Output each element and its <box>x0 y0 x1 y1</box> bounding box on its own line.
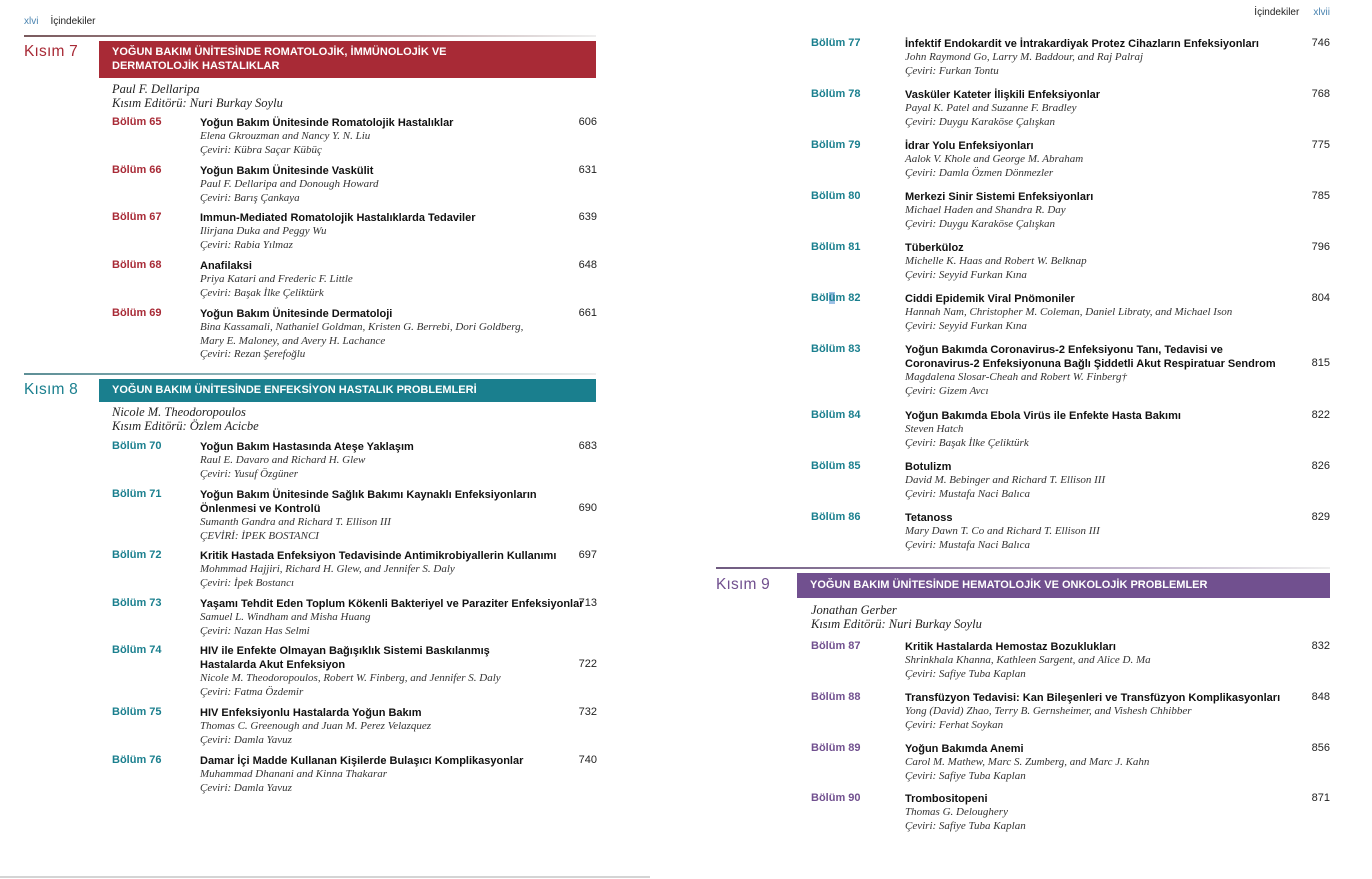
chapter-title[interactable] <box>200 488 537 516</box>
chapter-number: Bölüm 76 <box>112 754 162 766</box>
part-9-label: Kısım 9 <box>716 576 770 593</box>
chapter-translator: Çeviri: Safiye Tuba Kaplan <box>905 819 1026 832</box>
chapter-title[interactable] <box>200 307 392 321</box>
chapter-page-number[interactable]: 697 <box>578 549 597 561</box>
chapter-credits <box>905 153 1083 180</box>
chapter-title[interactable] <box>200 644 490 672</box>
chapter-authors: Raul E. Davaro and Richard H. Glew <box>200 454 366 466</box>
chapter-authors: Steven Hatch <box>905 423 964 435</box>
chapter-page-number[interactable]: 639 <box>578 211 597 223</box>
part-section-editor: Kısım Editörü: Nuri Burkay Soylu <box>811 617 982 631</box>
page-edge-divider <box>0 876 650 878</box>
chapter-title-line: HIV Enfeksiyonlu Hastalarda Yoğun Bakım <box>200 707 422 719</box>
chapter-title-line: Botulizm <box>905 461 952 473</box>
chapter-title-line: Vasküler Kateter İlişkili Enfeksiyonlar <box>905 89 1101 101</box>
chapter-title[interactable] <box>905 88 1100 102</box>
chapter-page-number[interactable]: 832 <box>1311 640 1330 652</box>
chapter-title-line: Yaşamı Tehdit Eden Toplum Kökenli Bakteriyel ve Paraziter Enfeksiyonlar <box>200 598 584 610</box>
chapter-translator: Çeviri: Damla Yavuz <box>200 733 292 746</box>
chapter-title-line: Merkezi Sinir Sistemi Enfeksiyonları <box>905 191 1094 203</box>
part-editor: Paul F. Dellaripa <box>112 82 200 96</box>
part-9-banner <box>797 573 1330 598</box>
chapter-title[interactable] <box>905 190 1093 204</box>
chapter-title[interactable] <box>200 116 453 130</box>
chapter-translator: Çeviri: Mustafa Naci Balıca <box>905 538 1030 551</box>
chapter-title-line: Tüberküloz <box>905 242 964 254</box>
chapter-number-part: Böl <box>811 292 829 304</box>
chapter-number: Bölüm 87 <box>811 640 861 652</box>
chapter-page-number[interactable]: 815 <box>1311 357 1330 369</box>
chapter-credits <box>905 806 1026 833</box>
chapter-title-line: Yoğun Bakım Ünitesinde Romatolojik Hastalıklar <box>200 117 454 129</box>
chapter-translator: Çeviri: Başak İlke Çeliktürk <box>905 436 1029 449</box>
chapter-translator: Çeviri: Rezan Şerefoğlu <box>200 348 306 361</box>
chapter-page-number[interactable]: 822 <box>1311 409 1330 421</box>
chapter-translator: Çeviri: Başak İlke Çeliktürk <box>200 286 324 299</box>
chapter-page-number[interactable]: 856 <box>1311 742 1330 754</box>
chapter-title[interactable] <box>200 259 252 273</box>
chapter-authors: Carol M. Mathew, Marc S. Zumberg, and Marc J. Kahn <box>905 756 1150 768</box>
chapter-credits <box>200 672 501 699</box>
part-9-editors <box>811 603 982 631</box>
chapter-authors: Michelle K. Haas and Robert W. Belknap <box>905 255 1087 267</box>
chapter-credits <box>200 178 378 205</box>
chapter-number: Bölüm 68 <box>112 259 162 271</box>
chapter-title-line: Yoğun Bakımda Coronavirus-2 Enfeksiyonu Tanı, Tedavisi ve <box>905 344 1223 356</box>
page-folio: xlvii <box>1313 7 1330 18</box>
chapter-translator: Çeviri: Barış Çankaya <box>200 191 300 204</box>
chapter-credits <box>200 273 353 300</box>
chapter-authors: Yong (David) Zhao, Terry B. Gernsheimer, and Vishesh Chhibber <box>905 705 1192 717</box>
chapter-title[interactable] <box>200 549 556 563</box>
chapter-number: Bölüm 79 <box>811 139 861 151</box>
chapter-number: Bölüm 89 <box>811 742 861 754</box>
chapter-number: Bölüm 78 <box>811 88 861 100</box>
chapter-title[interactable] <box>905 241 964 255</box>
chapter-translator: Çeviri: Safiye Tuba Kaplan <box>905 769 1026 782</box>
chapter-authors: John Raymond Go, Larry M. Baddour, and Raj Palraj <box>905 51 1144 63</box>
part-8-editors <box>112 405 259 433</box>
chapter-authors: Payal K. Patel and Suzanne F. Bradley <box>905 102 1077 114</box>
chapter-credits <box>200 130 370 157</box>
chapter-page-number[interactable]: 648 <box>578 259 597 271</box>
chapter-title[interactable] <box>200 440 414 454</box>
chapter-page-number[interactable]: 796 <box>1311 241 1330 253</box>
chapter-credits <box>905 525 1100 552</box>
part-7-rule <box>24 35 596 37</box>
chapter-credits <box>200 720 431 747</box>
chapter-authors: Sumanth Gandra and Richard T. Ellison III <box>200 516 391 528</box>
chapter-title-line: Yoğun Bakım Ünitesinde Sağlık Bakımı Kaynaklı Enfeksiyonların <box>200 489 537 501</box>
chapter-authors: Shrinkhala Khanna, Kathleen Sargent, and Alice D. Ma <box>905 654 1151 666</box>
chapter-credits <box>905 102 1077 129</box>
chapter-title-line: Yoğun Bakımda Anemi <box>905 743 1024 755</box>
chapter-number: Bölüm 73 <box>112 597 162 609</box>
chapter-credits <box>905 705 1192 732</box>
chapter-title-line: Ciddi Epidemik Viral Pnömoniler <box>905 293 1075 305</box>
chapter-authors: Samuel L. Windham and Misha Huang <box>200 611 371 623</box>
chapter-number: Bölüm 70 <box>112 440 162 452</box>
chapter-translator: Çeviri: Kübra Saçar Kübüç <box>200 143 322 156</box>
part-editor: Jonathan Gerber <box>811 603 897 617</box>
running-head-left <box>24 16 95 27</box>
chapter-page-number[interactable]: 690 <box>578 502 597 514</box>
chapter-number: Bölüm 88 <box>811 691 861 703</box>
chapter-page-number[interactable]: 732 <box>578 706 597 718</box>
chapter-translator: Çeviri: Yusuf Özgüner <box>200 467 298 480</box>
chapter-translator: Çeviri: Safiye Tuba Kaplan <box>905 667 1026 680</box>
chapter-number <box>811 292 861 304</box>
chapter-authors: David M. Bebinger and Richard T. Ellison III <box>905 474 1106 486</box>
chapter-translator: Çeviri: İpek Bostancı <box>200 576 295 589</box>
chapter-translator: Çeviri: Gizem Avcı <box>905 384 989 397</box>
chapter-authors: Michael Haden and Shandra R. Day <box>905 204 1066 216</box>
chapter-credits <box>905 255 1087 282</box>
chapter-title-line: Yoğun Bakım Ünitesinde Vaskülit <box>200 165 374 177</box>
chapter-title[interactable] <box>905 691 1280 705</box>
chapter-credits <box>200 454 365 481</box>
chapter-translator: Çeviri: Duygu Karaköse Çalışkan <box>905 217 1056 230</box>
part-section-editor: Kısım Editörü: Nuri Burkay Soylu <box>112 96 283 110</box>
chapter-credits <box>905 756 1149 783</box>
chapter-title[interactable] <box>905 409 1181 423</box>
chapter-number: Bölüm 65 <box>112 116 162 128</box>
chapter-credits <box>200 516 391 543</box>
chapter-translator: Çeviri: Nazan Has Selmi <box>200 624 310 637</box>
chapter-title[interactable] <box>905 292 1075 306</box>
chapter-title[interactable] <box>905 460 951 474</box>
chapter-title-line: Trombositopeni <box>905 793 988 805</box>
chapter-number: Bölüm 67 <box>112 211 162 223</box>
chapter-page-number[interactable]: 768 <box>1311 88 1330 100</box>
chapter-authors: Mary Dawn T. Co and Richard T. Ellison III <box>905 525 1100 537</box>
chapter-page-number[interactable]: 871 <box>1311 792 1330 804</box>
chapter-page-number[interactable]: 785 <box>1311 190 1330 202</box>
part-7-title-line1: YOĞUN BAKIM ÜNİTESİNDE ROMATOLOJİK, İMMÜNOLOJİK VE <box>112 46 447 58</box>
right-page <box>700 0 1372 879</box>
chapter-title[interactable] <box>905 511 952 525</box>
chapter-title-line: Yoğun Bakım Hastasında Ateşe Yaklaşım <box>200 441 414 453</box>
chapter-number: Bölüm 80 <box>811 190 861 202</box>
chapter-title[interactable] <box>905 792 988 806</box>
chapter-number: Bölüm 84 <box>811 409 861 421</box>
part-8-rule <box>24 373 596 375</box>
chapter-authors: Hannah Nam, Christopher M. Coleman, Daniel Libraty, and Michael Ison <box>905 306 1233 318</box>
chapter-credits <box>200 321 523 362</box>
running-title: İçindekiler <box>50 16 96 27</box>
part-8-banner <box>99 379 596 402</box>
chapter-title-line: Hastalarda Akut Enfeksiyon <box>200 659 346 671</box>
chapter-title-line: Kritik Hastalarda Hemostaz Bozuklukları <box>905 641 1116 653</box>
chapter-number: Bölüm 71 <box>112 488 162 500</box>
chapter-number: Bölüm 72 <box>112 549 162 561</box>
chapter-translator: Çeviri: Damla Yavuz <box>200 781 292 794</box>
part-9-title-line1: YOĞUN BAKIM ÜNİTESİNDE HEMATOLOJİK VE ONKOLOJİK PROBLEMLER <box>810 579 1208 591</box>
chapter-page-number[interactable]: 740 <box>578 754 597 766</box>
running-title: İçindekiler <box>1254 7 1300 18</box>
chapter-number: Bölüm 69 <box>112 307 162 319</box>
chapter-page-number[interactable]: 848 <box>1311 691 1330 703</box>
chapter-page-number[interactable]: 804 <box>1311 292 1330 304</box>
chapter-credits <box>200 563 455 590</box>
chapter-authors: Bina Kassamali, Nathaniel Goldman, Kristen G. Berrebi, Dori Goldberg, <box>200 321 524 333</box>
part-editor: Nicole M. Theodoropoulos <box>112 405 246 419</box>
page-folio: xlvi <box>24 16 39 27</box>
chapter-translator: Çeviri: Ferhat Soykan <box>905 718 1004 731</box>
chapter-authors: Nicole M. Theodoropoulos, Robert W. Finberg, and Jennifer S. Daly <box>200 672 501 684</box>
chapter-translator: Çeviri: Duygu Karaköse Çalışkan <box>905 115 1056 128</box>
chapter-title-line: Immun-Mediated Romatolojik Hastalıklarda Tedaviler <box>200 212 476 224</box>
chapter-title[interactable] <box>905 742 1024 756</box>
chapter-page-number[interactable]: 683 <box>578 440 597 452</box>
chapter-title-line: Yoğun Bakımda Ebola Virüs ile Enfekte Hasta Bakımı <box>905 410 1181 422</box>
part-7-title-line2: DERMATOLOJİK HASTALIKLAR <box>112 60 280 72</box>
part-7-label: Kısım 7 <box>24 43 78 60</box>
chapter-page-number[interactable]: 661 <box>578 307 597 319</box>
chapter-credits <box>905 371 1127 398</box>
chapter-authors: Thomas G. Deloughery <box>905 806 1008 818</box>
chapter-title-line: Anafilaksi <box>200 260 252 272</box>
part-8-label: Kısım 8 <box>24 381 78 398</box>
text-selection-highlight: ü <box>828 292 836 304</box>
chapter-translator: Çeviri: Mustafa Naci Balıca <box>905 487 1030 500</box>
chapter-title-line: Kritik Hastada Enfeksiyon Tedavisinde Antimikrobiyallerin Kullanımı <box>200 550 557 562</box>
chapter-title[interactable] <box>905 343 1276 371</box>
chapter-translator: Çeviri: Fatma Özdemir <box>200 685 304 698</box>
chapter-title-line: Damar İçi Madde Kullanan Kişilerde Bulaşıcı Komplikasyonlar <box>200 755 524 767</box>
chapter-credits <box>905 423 1029 450</box>
chapter-title-line: İdrar Yolu Enfeksiyonları <box>905 140 1034 152</box>
chapter-title[interactable] <box>905 640 1116 654</box>
chapter-credits <box>905 474 1105 501</box>
chapter-credits <box>200 611 371 638</box>
chapter-number: Bölüm 77 <box>811 37 861 49</box>
chapter-credits <box>905 654 1151 681</box>
chapter-title-line: Transfüzyon Tedavisi: Kan Bileşenleri ve Transfüzyon Komplikasyonları <box>905 692 1281 704</box>
chapter-translator: Çeviri: Damla Özmen Dönmezler <box>905 166 1054 179</box>
chapter-credits <box>905 306 1232 333</box>
part-9-rule <box>716 567 1330 569</box>
chapter-number: Bölüm 83 <box>811 343 861 355</box>
part-7-banner <box>99 41 596 78</box>
chapter-authors: Paul F. Dellaripa and Donough Howard <box>200 178 379 190</box>
chapter-title[interactable] <box>200 706 422 720</box>
chapter-title[interactable] <box>200 164 373 178</box>
chapter-credits <box>200 225 326 252</box>
chapter-translator: ÇEVİRİ: İPEK BOSTANCI <box>200 529 319 542</box>
chapter-page-number[interactable]: 826 <box>1311 460 1330 472</box>
chapter-number: Bölüm 75 <box>112 706 162 718</box>
chapter-authors: Mary E. Maloney, and Avery H. Lachance <box>200 334 386 347</box>
chapter-title[interactable] <box>200 754 523 768</box>
part-section-editor: Kısım Editörü: Özlem Acicbe <box>112 419 259 433</box>
chapter-authors: Magdalena Slosar-Cheah and Robert W. Finberg† <box>905 371 1128 383</box>
chapter-title-line: Coronavirus-2 Enfeksiyonuna Bağlı Şiddetli Akut Respiratuar Sendrom <box>905 358 1276 370</box>
chapter-authors: Priya Katari and Frederic F. Little <box>200 273 353 285</box>
chapter-number: Bölüm 90 <box>811 792 861 804</box>
chapter-title[interactable] <box>905 139 1034 153</box>
chapter-page-number[interactable]: 746 <box>1311 37 1330 49</box>
chapter-number: Bölüm 81 <box>811 241 861 253</box>
chapter-page-number[interactable]: 713 <box>578 597 597 609</box>
chapter-page-number[interactable]: 775 <box>1311 139 1330 151</box>
chapter-authors: Elena Gkrouzman and Nancy Y. N. Liu <box>200 130 371 142</box>
chapter-title-line: HIV ile Enfekte Olmayan Bağışıklık Sistemi Baskılanmış <box>200 645 490 657</box>
chapter-number: Bölüm 85 <box>811 460 861 472</box>
chapter-title-line: Önlenmesi ve Kontrolü <box>200 503 321 515</box>
left-page <box>0 0 650 879</box>
chapter-authors: Mohmmad Hajjiri, Richard H. Glew, and Jennifer S. Daly <box>200 563 455 575</box>
chapter-credits <box>905 204 1066 231</box>
chapter-number: Bölüm 86 <box>811 511 861 523</box>
chapter-authors: Thomas C. Greenough and Juan M. Perez Velazquez <box>200 720 432 732</box>
chapter-translator: Çeviri: Seyyid Furkan Kına <box>905 319 1027 332</box>
chapter-number-part: m 82 <box>835 292 861 304</box>
chapter-title-line: İnfektif Endokardit ve İntrakardiyak Protez Cihazların Enfeksiyonları <box>905 38 1259 50</box>
chapter-translator: Çeviri: Seyyid Furkan Kına <box>905 268 1027 281</box>
chapter-authors: Muhammad Dhanani and Kinna Thakarar <box>200 768 388 780</box>
chapter-credits <box>200 768 387 795</box>
chapter-translator: Çeviri: Rabia Yılmaz <box>200 238 293 251</box>
chapter-page-number[interactable]: 606 <box>578 116 597 128</box>
chapter-title[interactable] <box>200 211 475 225</box>
part-7-editors <box>112 82 283 110</box>
chapter-title-line: Tetanoss <box>905 512 953 524</box>
chapter-authors: Ilirjana Duka and Peggy Wu <box>200 225 327 237</box>
chapter-title-line: Yoğun Bakım Ünitesinde Dermatoloji <box>200 308 393 320</box>
chapter-page-number[interactable]: 631 <box>578 164 597 176</box>
chapter-title[interactable] <box>200 597 584 611</box>
running-head-right <box>1254 7 1330 18</box>
chapter-title[interactable] <box>905 37 1259 51</box>
chapter-page-number[interactable]: 722 <box>578 658 597 670</box>
part-8-title-line1: YOĞUN BAKIM ÜNİTESİNDE ENFEKSİYON HASTALIK PROBLEMLERİ <box>112 384 477 396</box>
chapter-credits <box>905 51 1143 78</box>
chapter-translator: Çeviri: Furkan Tontu <box>905 64 999 77</box>
chapter-number: Bölüm 66 <box>112 164 162 176</box>
chapter-authors: Aalok V. Khole and George M. Abraham <box>905 153 1084 165</box>
chapter-page-number[interactable]: 829 <box>1311 511 1330 523</box>
chapter-number: Bölüm 74 <box>112 644 162 656</box>
